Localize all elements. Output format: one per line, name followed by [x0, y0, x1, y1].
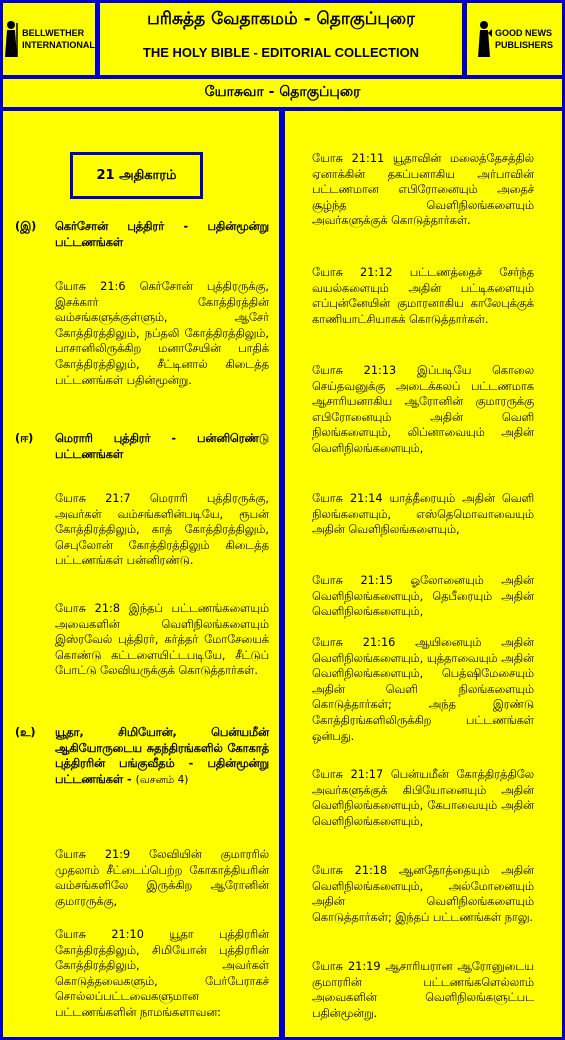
- title-panel: [100, 3, 462, 75]
- verse-21-14: யோசு 21:14 யாத்தீரையும் அதின் வெளி நிலங்களையும், எஸ்தெமொவாவையும் அதின் வெளிநிலங்களையும்,: [312, 492, 534, 537]
- verse-21-6: யோசு 21:6 கெர்சோன் புத்திரருக்கு, இசக்கார் கோத்திரத்தின் வம்சங்களுக்குள்ளும், ஆசேர் கோத்திரத்திலும், நப்தலி கோத்திரத்திலும், பாசானிலிருக்கிற மனாசேயின் பாதிக் கோத்திரத்திலும், சீட்டினால் கிடைத்த பட்டணங்கள் பதின்மூன்று.: [55, 280, 269, 387]
- left-column: [3, 111, 279, 1037]
- shepherd-figure-icon: [3, 19, 19, 59]
- title-tamil: பரிசுத்த வேதாகமம் - தொகுப்புரை: [147, 9, 415, 29]
- chapter-label-box: [70, 152, 203, 199]
- section-heading-i: [15, 219, 269, 253]
- section-title: கெர்சோன் புத்திரர் - பதின்மூன்று பட்டணங்கள்: [55, 220, 269, 249]
- herald-figure-icon: [476, 19, 492, 59]
- verse-21-8: யோசு 21:8 இந்தப் பட்டணங்களையும் அவைகளின் வெளிநிலங்களையும் இஸ்ரவேல் புத்திரர், கர்த்தர் மோசேயைக் கொண்டு கட்டளையிட்டபடியே, சீட்டுப் போட்டு லேவியருக்குக் கொடுத்தார்கள்.: [55, 602, 269, 678]
- verse-21-16: யோசு 21:16 ஆயினையும் அதின் வெளிநிலங்களையும், யுத்தாவையும் அதின் வெளிநிலங்களையும், பெத்ஷிமேசையும் அதின் வெளி நிலங்களையும் கொடுத்தார்கள்; அந்த இரண்டு கோத்திரங்களிலிருக்கிற பட்டணங்கள் ஒன்பது.: [312, 636, 534, 743]
- section-note: (வசனம் 4): [135, 773, 189, 786]
- left-logo-line-1: BELLWETHER: [22, 28, 85, 38]
- section-marker: (ஈ): [15, 432, 34, 445]
- subtitle-bar: [3, 79, 562, 107]
- verse-21-12: யோசு 21:12 பட்டணத்தைச் சேர்ந்த வயல்களையும் அதின் பட்டிகளையும் எப்புன்னேயின் குமாரனாகிய காலேபுக்குக் காணியாட்சியாகக் கொடுத்தார்கள்.: [312, 266, 534, 326]
- right-logo-line-1: GOOD NEWS: [494, 28, 552, 38]
- title-english: THE HOLY BIBLE - EDITORIAL COLLECTION: [142, 45, 420, 60]
- section-title: மெராரி புத்திரர் - பன்னிரெண்டு பட்டணங்கள்: [55, 432, 269, 461]
- verse-21-13: யோசு 21:13 இப்படியே கொலை செய்தவனுக்கு அடைக்கலப் பட்டணமாக ஆசாரியனாகிய ஆரோனின் குமாரருக்கு எபிரோனையும் அதின் வெளி நிலங்களையும், லிப்னாவையும் அதின் வெளிநிலங்களையும்,: [312, 364, 534, 455]
- verse-21-10: யோசு 21:10 யூதா புத்திரரின் கோத்திரத்திலும், சிமியோன் புத்திரரின் கோத்திரத்திலும், அவர்கள் கொடுத்தவைகளும், பேர்பேராகச் சொல்லப்பட்டவைகளுமான பட்டணங்களின் நாமங்களாவன:: [55, 928, 269, 1019]
- verse-21-17: யோசு 21:17 பென்யமீன் கோத்திரத்திலே அவர்களுக்குக் கிபியோனையும் அதின் வெளிநிலங்களையும், கேபாவையும் அதின் வெளிநிலங்களையும்,: [312, 768, 534, 828]
- section-heading-ii: [15, 431, 269, 465]
- verse-21-15: யோசு 21:15 ஓலோனையும் அதின் வெளிநிலங்களையும், தெபீரையும் அதின் வெளிநிலங்களையும்,: [312, 574, 534, 619]
- good-news-logo: [467, 3, 562, 75]
- section-heading-u: [15, 725, 269, 825]
- subtitle: யோசுவா - தொகுப்புரை: [204, 84, 361, 100]
- chapter-label: 21 அதிகாரம்: [96, 167, 177, 183]
- verse-21-7: யோசு 21:7 மெராரி புத்திரருக்கு, அவர்கள் வம்சங்களின்படியே, ரூபன் கோத்திரத்திலும், காத் கோத்திரத்திலும், செபுலோன் கோத்திரத்திலும் கிடைத்த பட்டணங்கள் பன்னிரண்டு.: [55, 492, 269, 568]
- section-marker: (இ): [15, 220, 37, 233]
- section-title: யூதா, சிமியோன், பென்யமீன் ஆகியோருடைய சுதந்திரங்களில் கோகாத் புத்திரரின் பங்குவீதம் - பதின்மூன்று பட்டணங்கள் -: [55, 726, 269, 786]
- left-logo-line-2: INTERNATIONAL: [22, 40, 95, 50]
- verse-21-19: யோசு 21:19 ஆசாரியரான ஆரோனுடைய குமாரரின் பட்டணங்களெல்லாம் அவைகளின் வெளிநிலங்களுட்பட பதின்மூன்று.: [312, 960, 534, 1020]
- verse-21-18: யோசு 21:18 ஆனதோத்தையும் அதின் வெளிநிலங்களையும், அல்மோனையும் அதின் வெளிநிலங்களையும் கொடுத்தார்கள்; இந்தப் பட்டணங்கள் நாலு.: [312, 864, 534, 924]
- right-column: [285, 111, 562, 1037]
- section-marker: (உ): [15, 726, 36, 739]
- verse-21-11: யோசு 21:11 யூதாவின் மலைத்தேசத்தில் ஏனாக்கின் தகப்பனாகிய அர்பாவின் பட்டணமான எபிரோனையும் அதைச் சூழ்ந்த வெளிநிலங்களையும் அவர்களுக்குக் கொடுத்தார்கள்.: [312, 152, 534, 228]
- verse-21-9: யோசு 21:9 லேவியின் குமாரரில் முதலாம் சீட்டைப்பெற்ற கோகாத்தியரின் வம்சங்களிலே இருக்கிற ஆரோனின் குமாரருக்கு,: [55, 848, 269, 908]
- right-logo-line-2: PUBLISHERS: [494, 40, 553, 50]
- bellwether-logo: [3, 3, 95, 75]
